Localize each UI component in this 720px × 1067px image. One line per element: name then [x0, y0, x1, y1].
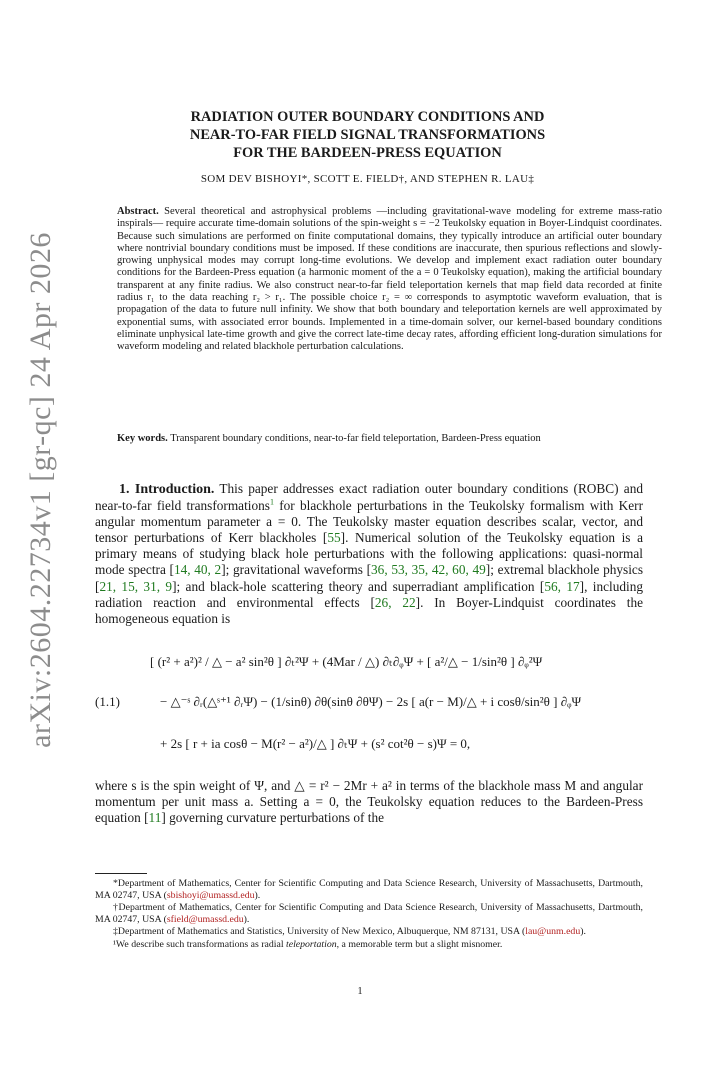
email-link[interactable]: lau@unm.edu	[525, 926, 581, 938]
title-line: RADIATION OUTER BOUNDARY CONDITIONS AND	[190, 109, 545, 125]
footnote	[95, 939, 643, 951]
equation-line: + 2s [ r + ia cosθ − M(r² − a²)/△ ] ∂ₜΨ + (s² cot²θ − s)Ψ = 0,	[160, 736, 471, 751]
abstract-text: Several theoretical and astrophysical problems —including gravitational-wave modeling for extreme mass-ratio inspirals— require accurate time-domain solutions of the spin-weight s = −2 Teukolsky equation in Boyer-Lindquist coordinates. Because such simulations are performed on finite computational domains, they typically introduce an artificial outer boundary where nontrivial boundary conditions must be imposed. If these conditions are inaccurate, then spurious reflections and slowly-growing unphysical modes may corrupt long-time evolutions. We develop and implement exact radiation outer boundary conditions for the Bardeen-Press equation (a harmonic moment of the a = 0 Teukolsky equation), making the artificial boundary transparent at any finite radius. We also construct near-to-far field teleportation kernels that map field data recorded at finite radius r₁ to the data reaching r₂ > r₁. The possible choice r₂ = ∞ corresponds to asymptotic waveform evaluation, that is propagation of the data to future null infinity. We show that both boundary and teleportation kernels are well approximated by exponential sums, with associated error bounds. Implemented in a time-domain solver, our kernel-based boundary conditions eliminate unphysical late-time growth and give the correct late-time decay rates, affording efficient long-duration simulations for waveform modeling and related blackhole perturbation calculations.	[117, 206, 663, 353]
citation-link[interactable]: 55	[327, 530, 341, 546]
keywords	[95, 433, 662, 445]
email-link[interactable]: sfield@umassd.edu	[166, 913, 244, 925]
keywords-label: Key words.	[117, 433, 168, 444]
footnote	[95, 926, 643, 938]
title-line: NEAR-TO-FAR FIELD SIGNAL TRANSFORMATIONS	[189, 127, 546, 143]
emphasis: teleportation	[286, 938, 337, 950]
text: ).	[243, 913, 250, 925]
text: This paper addresses exact radiation outer boundary conditions (ROBC) and near-to-far field transformations	[95, 481, 643, 514]
text: ‡Department of Mathematics and Statistics, University of New Mexico, Albuquerque, NM 87131, USA (	[113, 926, 526, 938]
text: ¹We describe such transformations as radial	[113, 938, 286, 950]
text: ]; and black-hole scattering theory and superradiant amplification [	[172, 578, 545, 594]
equation-1-1	[95, 644, 643, 769]
text: ]. Numerical solution of the Teukolsky equation is a primary means of studying black hole perturbations with the following applications: quasi-normal mode spectra [	[95, 530, 643, 578]
text: where s is the spin weight of Ψ, and △ = r² − 2Mr + a² in terms of the blackhole mass M and angular momentum per unit mass a. Setting a = 0, the Teukolsky equation reduces to the Bardeen-Press equation [	[95, 778, 643, 826]
text: ]. In Boyer-Lindquist coordinates the homogeneous equation is	[95, 594, 643, 626]
email-link[interactable]: sbishoyi@umassd.edu	[166, 889, 255, 901]
text: ).	[254, 889, 261, 901]
title-line: FOR THE BARDEEN-PRESS EQUATION	[233, 145, 502, 161]
equation-line: [ (r² + a²)² / △ − a² sin²θ ] ∂ₜ²Ψ + (4Mar / △) ∂ₜ∂ᵩΨ + [ a²/△ − 1/sin²θ ] ∂ᵩ²Ψ	[150, 654, 543, 669]
footnotes	[95, 878, 643, 952]
text: *Department of Mathematics, Center for Scientific Computing and Data Science Research, University of Massachusetts, Dartmouth, MA 02747, USA (	[95, 878, 643, 901]
text: ], including radiation reaction and environmental effects [	[95, 578, 643, 610]
citation-link[interactable]: 11	[148, 810, 162, 826]
text: †Department of Mathematics, Center for Scientific Computing and Data Science Research, University of Massachusetts, Dartmouth, MA 02747, USA (	[95, 902, 643, 925]
text: for blackhole perturbations in the Teukolsky formalism with Kerr angular momentum parameter a = 0. The Teukolsky master equation describes scalar, vector, and tensor perturbations of Kerr blackholes [	[95, 498, 644, 546]
keywords-text: Transparent boundary conditions, near-to-far field teleportation, Bardeen-Press equation	[170, 433, 541, 444]
text: , a memorable term but a slight misnomer.	[336, 938, 503, 950]
citation-link[interactable]: 36, 53, 35, 42, 60, 49	[371, 562, 486, 578]
introduction-paragraph	[95, 481, 643, 627]
paper-title	[95, 108, 640, 162]
citation-link[interactable]: 56, 17	[544, 578, 580, 594]
author-list: SOM DEV BISHOYI*, SCOTT E. FIELD†, AND STEPHEN R. LAU‡	[200, 173, 535, 185]
equation-number: (1.1)	[95, 694, 120, 709]
citation-link[interactable]: 14, 40, 2	[173, 562, 222, 578]
section-heading: 1. Introduction.	[119, 482, 215, 497]
abstract	[95, 206, 662, 354]
text: ]; extremal blackhole physics [	[95, 562, 643, 594]
footnote-divider	[95, 873, 147, 874]
arxiv-identifier: arXiv:2604.22734v1 [gr-qc] 24 Apr 2026	[24, 232, 57, 748]
page-number: 1	[357, 986, 363, 997]
text: ]; gravitational waveforms [	[221, 562, 372, 578]
text: ).	[580, 926, 586, 938]
footnote	[95, 902, 643, 925]
text: ] governing curvature perturbations of the	[161, 810, 385, 826]
equation-line: − △⁻ˢ ∂ᵣ(△ˢ⁺¹ ∂ᵣΨ) − (1/sinθ) ∂θ(sinθ ∂θΨ) − 2s [ a(r − M)/△ + i cosθ/sin²θ ] ∂ᵩΨ	[160, 694, 582, 709]
abstract-label: Abstract.	[117, 206, 159, 217]
footnote-link[interactable]: 1	[269, 497, 274, 507]
body-paragraph	[95, 778, 643, 826]
citation-link[interactable]: 26, 22	[374, 594, 416, 610]
footnote	[95, 878, 643, 901]
citation-link[interactable]: 21, 15, 31, 9	[99, 578, 173, 594]
